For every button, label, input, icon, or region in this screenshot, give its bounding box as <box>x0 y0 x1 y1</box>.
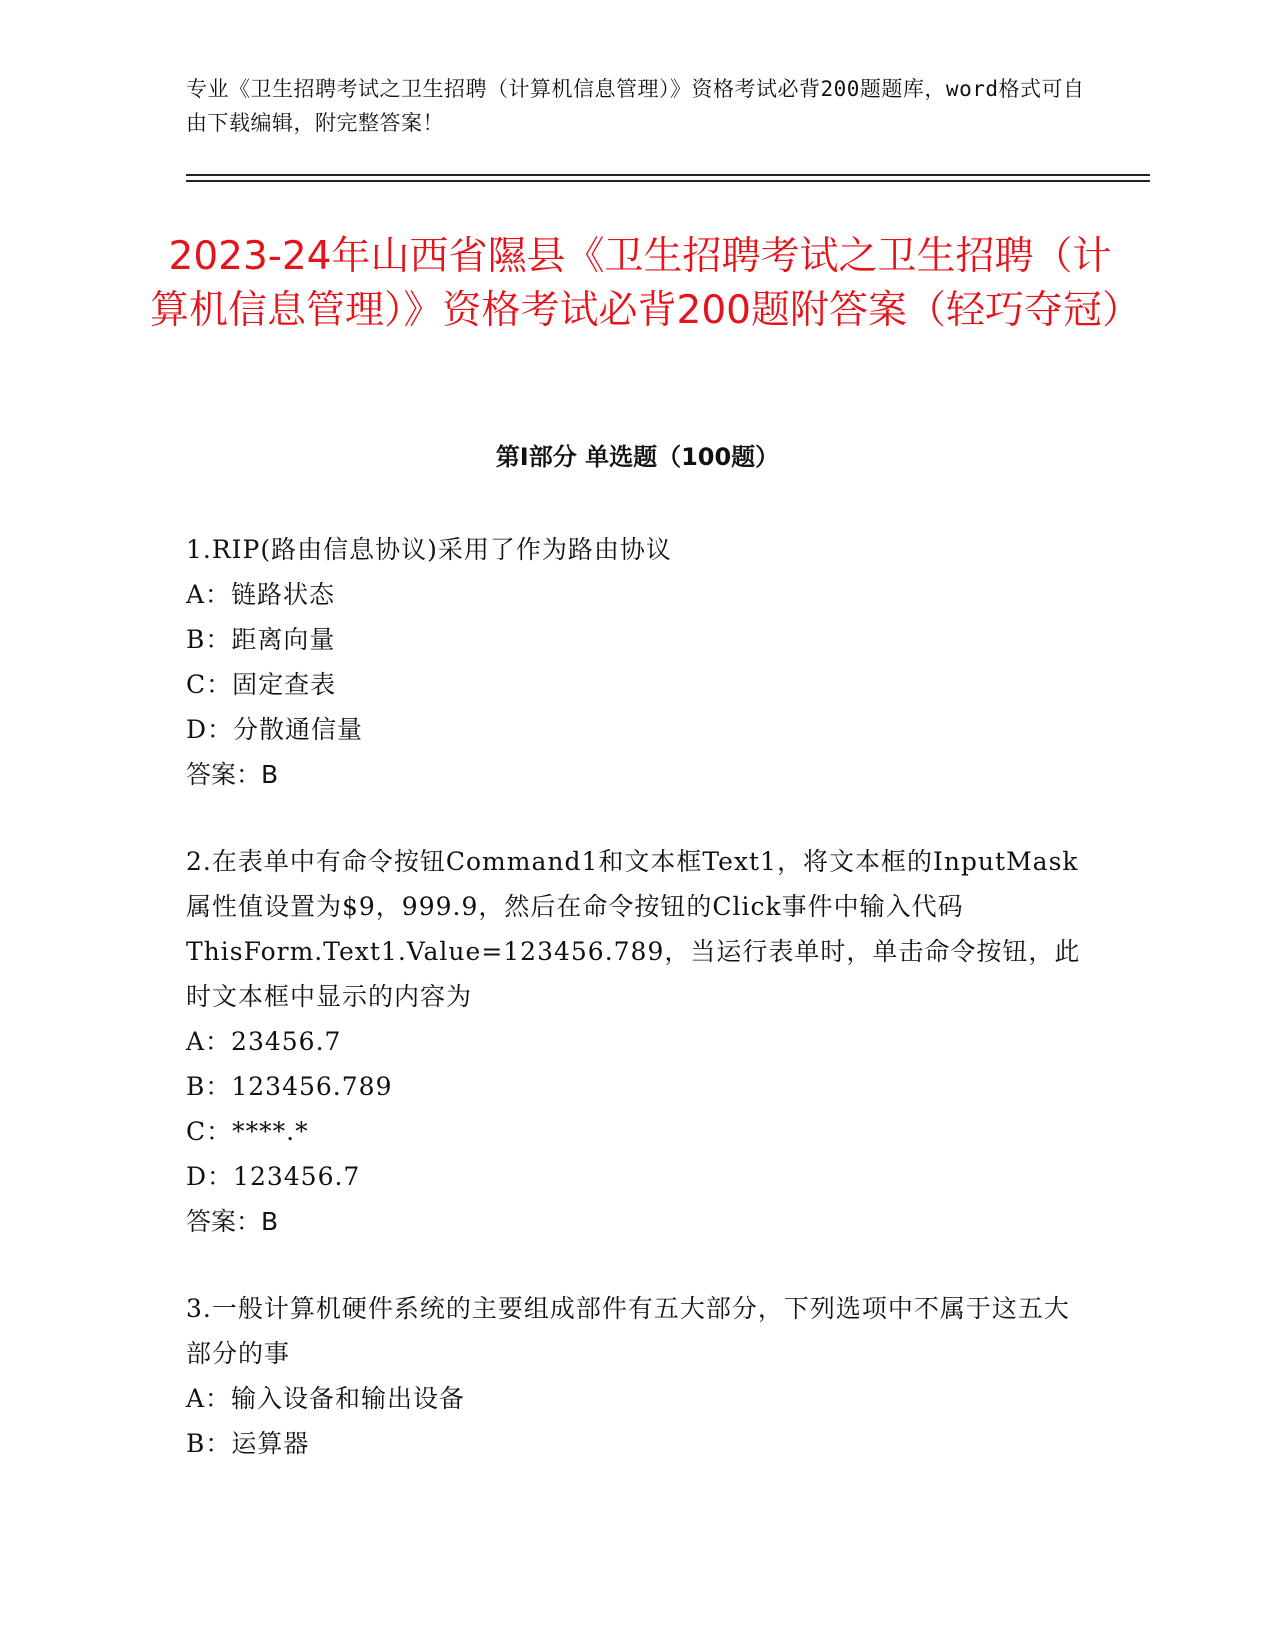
section-title: 第Ⅰ部分 单选题（100题） <box>495 443 780 471</box>
option-d: D：分散通信量 <box>186 715 364 744</box>
option-c: C：****.* <box>186 1117 309 1146</box>
divider-line <box>186 174 1150 176</box>
question-1 <box>186 527 1086 797</box>
option-a: A：链路状态 <box>186 580 336 609</box>
question-3 <box>186 1286 1086 1466</box>
question-stem: 2.在表单中有命令按钮Command1和文本框Text1，将文本框的InputMask属性值设置为$9，999.9，然后在命令按钮的Click事件中输入代码ThisForm.Text1.Value=123456.789，当运行表单时，单击命令按钮，此时文本框中显示的内容为 <box>186 847 1081 1011</box>
option-c: C：固定查表 <box>186 670 337 699</box>
document-title: 2023-24年山西省隰县《卫生招聘考试之卫生招聘（计算机信息管理）》资格考试必背200题附答案（轻巧夺冠） <box>150 234 1141 333</box>
question-list <box>186 527 1086 1508</box>
option-a: A：23456.7 <box>186 1027 342 1056</box>
question-stem: 3.一般计算机硬件系统的主要组成部件有五大部分，下列选项中不属于这五大部分的事 <box>186 1294 1070 1368</box>
option-b: B：运算器 <box>186 1429 310 1458</box>
question-stem: 1.RIP(路由信息协议)采用了作为路由协议 <box>186 535 672 564</box>
divider-line <box>186 180 1150 182</box>
option-a: A：输入设备和输出设备 <box>186 1384 466 1413</box>
answer: 答案：B <box>186 1207 279 1236</box>
option-d: D：123456.7 <box>186 1162 361 1191</box>
header-note: 专业《卫生招聘考试之卫生招聘（计算机信息管理）》资格考试必背200题题库，word格式可自由下载编辑，附完整答案！ <box>186 77 1085 135</box>
answer: 答案：B <box>186 760 279 789</box>
option-b: B：123456.789 <box>186 1072 393 1101</box>
question-2 <box>186 839 1086 1244</box>
option-b: B：距离向量 <box>186 625 336 654</box>
